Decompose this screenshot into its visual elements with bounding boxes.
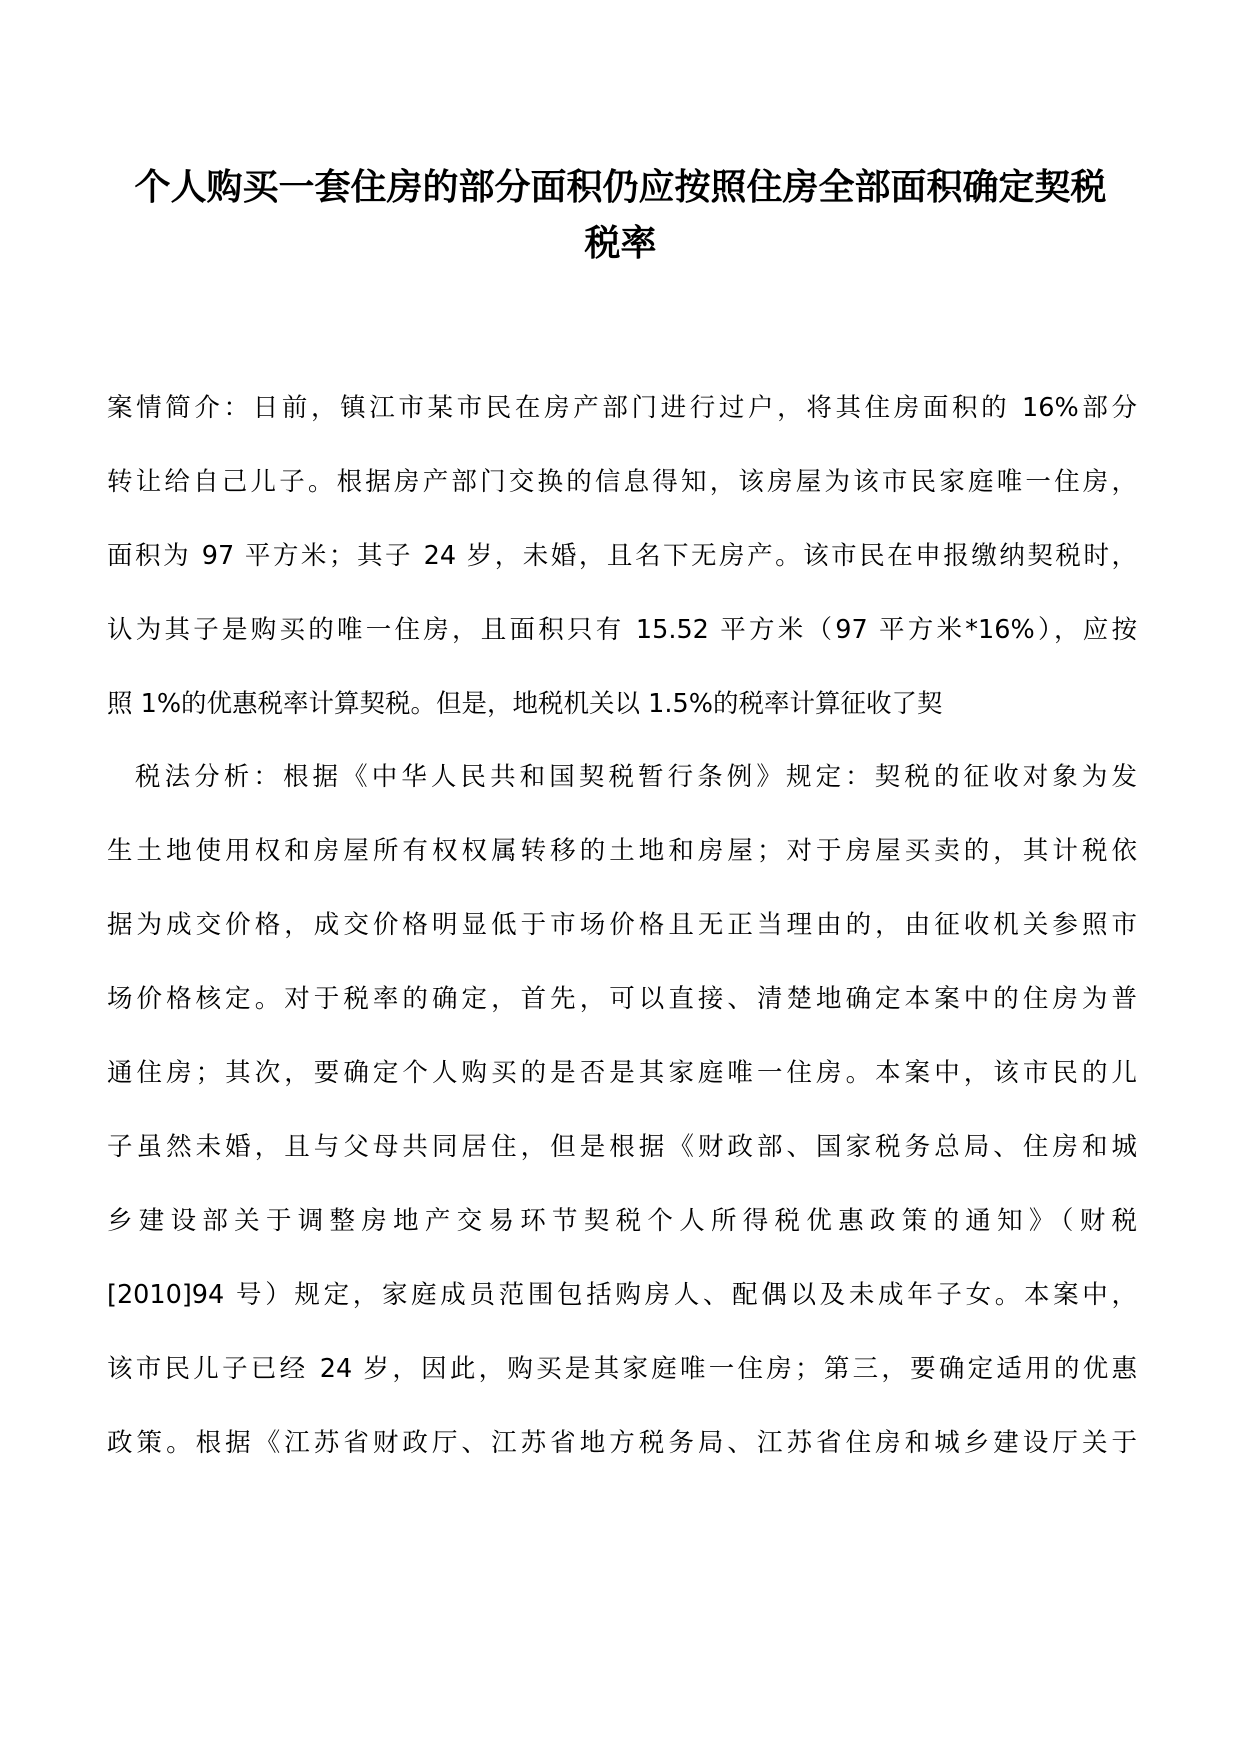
document-title — [100, 160, 1141, 272]
paragraph-2-line-2: 生土地使用权和房屋所有权权属转移的土地和房屋；对于房屋买卖的，其计税依 — [107, 836, 1137, 866]
paragraph-2-line-5: 通住房；其次，要确定个人购买的是否是其家庭唯一住房。本案中，该市民的儿 — [107, 1058, 1137, 1088]
paragraph-2-line-1: 税法分析：根据《中华人民共和国契税暂行条例》规定：契税的征收对象为发 — [135, 762, 1137, 792]
paragraph-1-line-1: 案情简介：日前，镇江市某市民在房产部门进行过户，将其住房面积的 16%部分 — [107, 393, 1137, 423]
paragraph-2-line-9: 该市民儿子已经 24 岁，因此，购买是其家庭唯一住房；第三，要确定适用的优惠 — [107, 1354, 1137, 1384]
paragraph-1-line-3: 面积为 97 平方米；其子 24 岁，未婚，且名下无房产。该市民在申报缴纳契税时， — [107, 541, 1137, 571]
paragraph-2-line-10: 政策。根据《江苏省财政厅、江苏省地方税务局、江苏省住房和城乡建设厅关于 — [107, 1428, 1137, 1458]
paragraph-2-line-4: 场价格核定。对于税率的确定，首先，可以直接、清楚地确定本案中的住房为普 — [107, 984, 1137, 1014]
paragraph-2-line-6: 子虽然未婚，且与父母共同居住，但是根据《财政部、国家税务总局、住房和城 — [107, 1132, 1137, 1162]
paragraph-2-line-7: 乡建设部关于调整房地产交易环节契税个人所得税优惠政策的通知》（财税 — [107, 1206, 1137, 1236]
paragraph-1-line-4: 认为其子是购买的唯一住房，且面积只有 15.52 平方米（97 平方米*16%），应按 — [107, 615, 1137, 645]
paragraph-2-line-8: [2010]94 号）规定，家庭成员范围包括购房人、配偶以及未成年子女。本案中， — [107, 1280, 1137, 1310]
title-line-2: 税率 — [584, 223, 657, 264]
paragraph-1-line-2: 转让给自己儿子。根据房产部门交换的信息得知，该房屋为该市民家庭唯一住房， — [107, 467, 1137, 497]
paragraph-2-line-3: 据为成交价格，成交价格明显低于市场价格且无正当理由的，由征收机关参照市 — [107, 910, 1137, 940]
title-line-1: 个人购买一套住房的部分面积仍应按照住房全部面积确定契税 — [134, 167, 1107, 208]
paragraph-1-line-5: 照 1%的优惠税率计算契税。但是，地税机关以 1.5%的税率计算征收了契 — [107, 689, 943, 719]
